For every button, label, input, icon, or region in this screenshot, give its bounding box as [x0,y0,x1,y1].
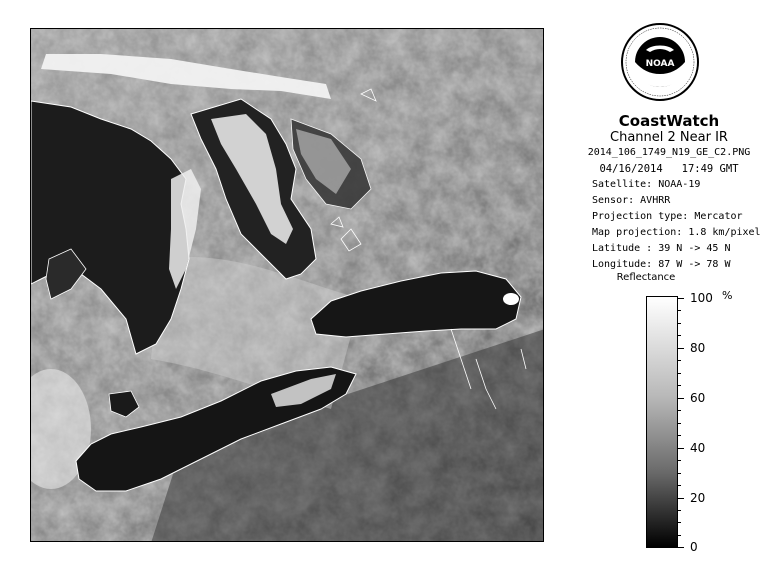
colorbar-minor-tick [678,435,681,436]
colorbar-unit: % [722,289,733,302]
colorbar-minor-tick [678,485,681,486]
colorbar-minor-tick [678,373,681,374]
satellite-image-panel [30,28,544,542]
colorbar-minor-tick [678,323,681,324]
noaa-logo-icon [620,22,700,102]
colorbar-tick [678,498,684,499]
longitude-label: Longitude: 87 W -> 78 W [592,259,731,270]
filename-label: 2014_106_1749_N19_GE_C2.PNG [587,147,751,158]
projection-type-label: Projection type: Mercator [592,211,743,222]
colorbar-minor-tick [678,473,681,474]
map-projection-label: Map projection: 1.8 km/pixel [592,227,761,238]
colorbar-tick-label: 60 [690,391,706,405]
colorbar-minor-tick [678,522,681,523]
brand-title: CoastWatch [618,112,720,130]
datetime-label: 04/16/2014 17:49 GMT [599,163,739,175]
colorbar-minor-tick [678,360,681,361]
colorbar-tick-label: 0 [690,540,698,554]
ontario-bright-spot [503,293,519,305]
colorbar-tick-label: 20 [690,491,706,505]
satellite-map-svg [31,29,544,542]
colorbar-minor-tick [678,510,681,511]
noaa-logo-svg [620,22,700,102]
colorbar-tick [678,398,684,399]
noaa-logo-text: NOAA [645,59,675,69]
colorbar-minor-tick [678,423,681,424]
colorbar-minor-tick [678,535,681,536]
colorbar-minor-tick [678,460,681,461]
colorbar-minor-tick [678,335,681,336]
colorbar-tick [678,348,684,349]
colorbar-title: Reflectance [616,272,676,283]
reflectance-colorbar [646,296,678,548]
sensor-label: Sensor: AVHRR [592,195,671,206]
colorbar-tick-label: 40 [690,441,706,455]
channel-label: Channel 2 Near IR [610,130,728,145]
colorbar-tick [678,298,684,299]
colorbar-tick [678,448,684,449]
colorbar-minor-tick [678,410,681,411]
latitude-label: Latitude : 39 N -> 45 N [592,243,731,254]
colorbar-tick-label: 80 [690,341,706,355]
colorbar-minor-tick [678,385,681,386]
colorbar-minor-tick [678,310,681,311]
satellite-label: Satellite: NOAA-19 [592,179,701,190]
colorbar-tick-label: 100 [690,291,713,305]
colorbar-tick [678,547,684,548]
